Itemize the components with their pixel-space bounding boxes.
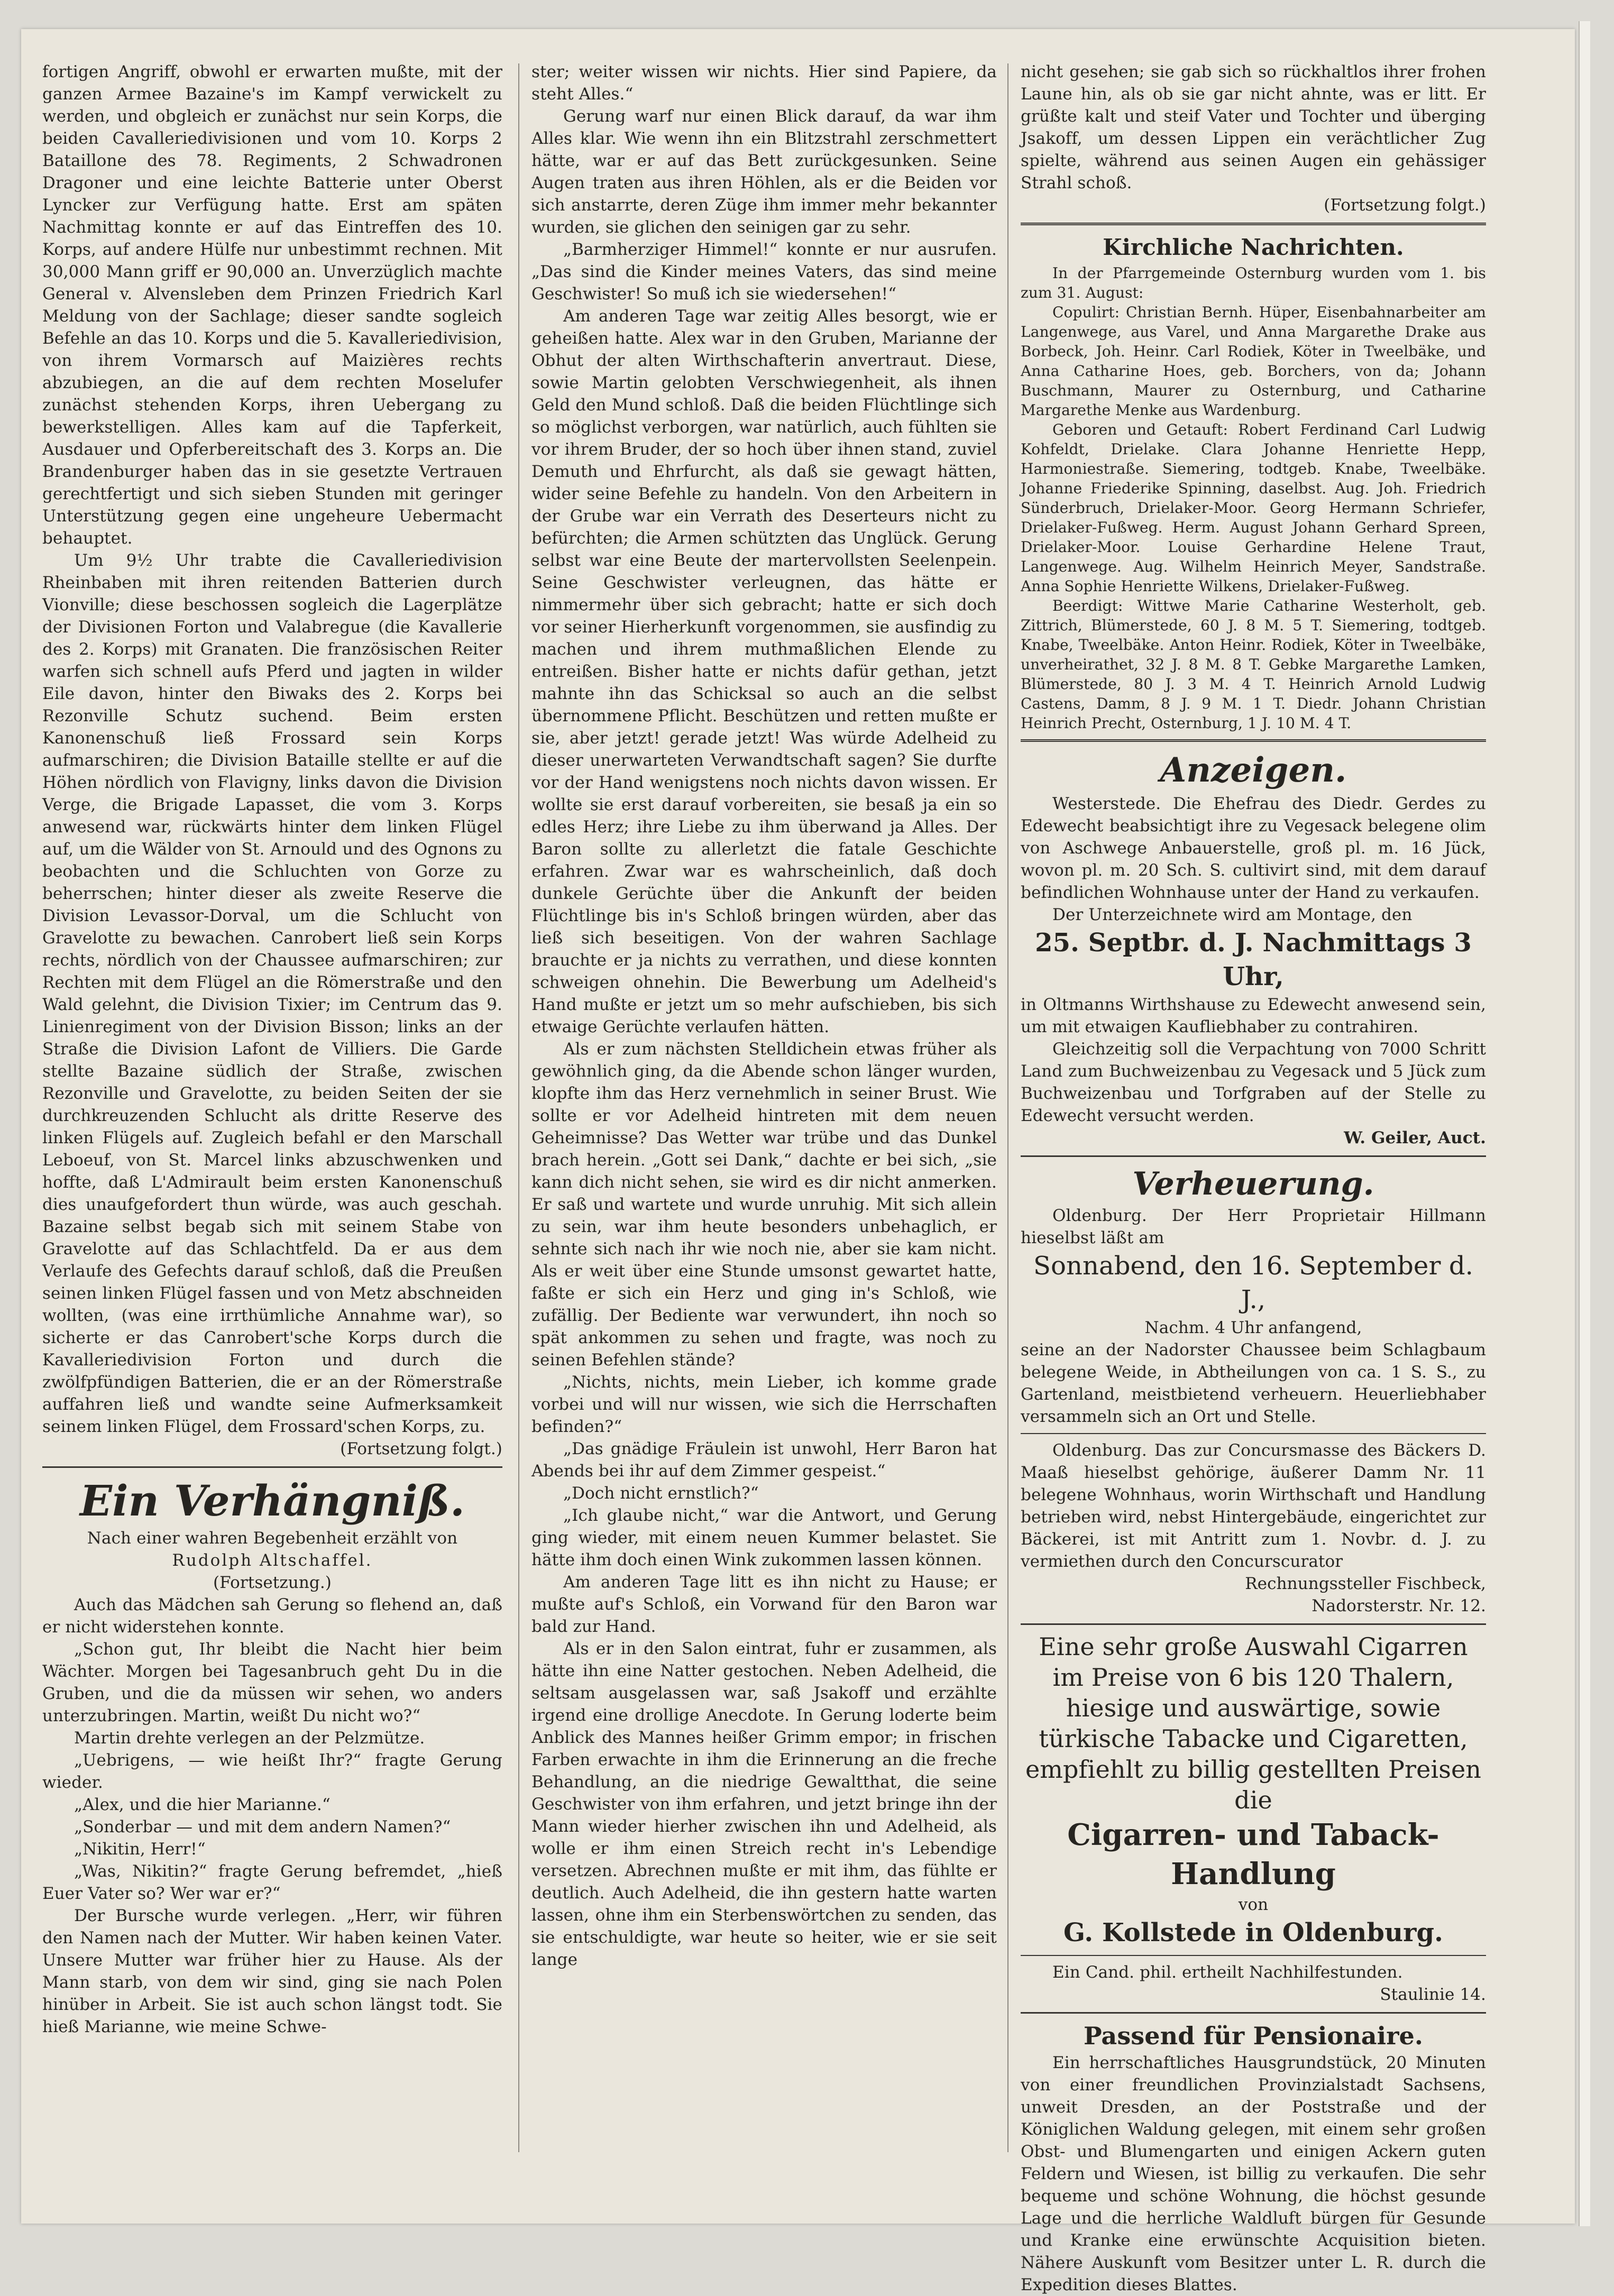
divider — [1021, 223, 1486, 225]
ad-time: Nachm. 4 Uhr anfangend, — [1144, 1318, 1362, 1337]
story-paragraph: Als er zum nächsten Stelldichein etwas früher als gewöhnlich ging, da die Abende schon länger wurden, klopfte ihm das Herz vernehmlich in seiner Brust. Wie sollte er vor Adelheid hintreten mit dem neuen Geheimnisse? Das Wetter war trübe und das Dunkel brach herein. „Gott sei Dank,“ dachte er bei sich, „sie kann dich nicht sehen, sie wird es dir nicht anmerken. Er saß und wartete und wurde unruhig. Mit sich allein zu sein, war ihm heute besonders unbehaglich, er sehnte sich nach ihr wie noch nie, aber sie kam nicht. Als er weit über eine Stunde umsonst gewartet hatte, faßte er sich ein Herz und ging in's Schloß, wie zufällig. Der Bediente war verwundert, ihn noch so spät ankommen zu sehen und fragte, was noch zu seinen Befehlen stände? — [531, 1040, 997, 1370]
story-paragraph: Am anderen Tage litt es ihn nicht zu Hause; er mußte auf's Schloß, ein Vorwand für den Baron war bald zur Hand. — [531, 1573, 997, 1636]
column-3 — [1021, 61, 1486, 2296]
ad-text: Gleichzeitig soll die Verpachtung von 7000 Schritt Land zum Buchweizenbau zu Vegesack und 5 Jück zum Buchweizenbau und Torfgraben auf der Stelle zu Edewecht versucht werden. — [1021, 1040, 1486, 1125]
church-news-intro: In der Pfarrgemeinde Osternburg wurden vom 1. bis zum 31. August: — [1021, 264, 1486, 301]
ads-title: Anzeigen. — [1160, 750, 1347, 790]
ad-text: Ein Cand. phil. ertheilt Nachhilfestunden. — [1052, 1963, 1403, 1982]
ad-text: Der Unterzeichnete wird am Montage, den — [1052, 905, 1413, 924]
story-paragraph: Am anderen Tage war zeitig Alles besorgt, wie er geheißen hatte. Alex war in den Gruben, Marianne der Obhut der alten Wirthschafterin anvertraut. Diese, sowie Martin gelobten Verschwiegenheit, als ihnen Geld den Mund schloß. Daß die beiden Flüchtlinge sich so möglichst verborgen, war natürlich, auch fühlten sie vor ihrem Bruder, der so hoch über ihnen stand, zuviel Demuth und Ehrfurcht, als daß sie gewagt hätten, wider seine Befehle zu handeln. Von den Arbeitern in der Grube war ein Verrath des Deserteurs nicht zu befürchten; die Armen schützten das Unglück. Gerung selbst war eine Beute der martervollsten Seelenpein. Seine Geschwister verleugnen, das hätte er nimmermehr über sich gebracht; hatte er sich doch vor seiner Hierherkunft vorgenommen, sie ausfindig zu machen und ihrem muthmaßlichen Elende zu entreißen. Bisher hatte er nichts dafür gethan, jetzt mahnte ihn das Schicksal so auch an die selbst übernommene Pflicht. Beschützen und retten mußte er sie, aber jetzt! gerade jetzt! Was würde Adelheid zu dieser unerwarteten Verwandtschaft sagen? Sie durfte vor der Hand wenigstens noch nichts davon wissen. Er wollte sie erst darauf vorbereiten, sie besaß ja ein so edles Herz; ihre Liebe zu ihm überwand ja Alles. Der Baron sollte zu allerletzt die fatale Geschichte erfahren. Zwar war es wahrscheinlich, daß doch dunkele Gerüchte über die Ankunft der beiden Flüchtlinge bis in's Schloß bringen würden, aber das ließ sich beseitigen. Von der wahren Sachlage brauchte er ja nichts zu verrathen, und diese konnten schweigen ohnehin. Die Bewerbung um Adelheid's Hand mußte er jetzt um so mehr aufschieben, bis sich etwaige Gerüchte verlaufen hätten. — [531, 307, 997, 1036]
story-paragraph: „Was, Nikitin?“ fragte Gerung befremdet, „hieß Euer Vater so? Wer war er?“ — [42, 1862, 502, 1903]
war-report-text: Um 9½ Uhr trabte die Cavalleriedivision Rheinbaben mit ihren reitenden Batterien durch Vionville; diese beschossen sogleich die Lagerplätze der Divisionen Forton und Valabregue (die Kavallerie des 2. Korps) mit Granaten. Die französischen Reiter warfen sich schnell aufs Pferd und jagten in wilder Eile davon, hinter den Biwaks des 2. Korps bei Rezonville Schutz suchend. Beim ersten Kanonenschuß ließ Frossard sein Korps aufmarschiren; die Division Bataille stellte er auf die Höhen nördlich von Flavigny, links davon die Division Verge, die Brigade Lapasset, die vom 3. Korps anwesend war, rückwärts hinter dem linken Flügel auf, um die Wälder von St. Arnould und des Ognons zu beobachten und die Schluchten von Gorze zu beherrschen; hinter dieser als zweite Reserve die Division Levassor-Dorval, um die Schlucht von Gravelotte zu bewachen. Canrobert ließ sein Korps rechts, nördlich von der Chaussee aufmarschiren; zur Rechten mit dem Flügel an die Römerstraße und den Wald gelehnt, die Division Tixier; im Centrum das 9. Linienregiment von der Division Bisson; links an der Straße die Division Lafont de Villiers. Die Garde stellte Bazaine südlich der Straße, zwischen Rezonville und Gravelotte, zu beiden Seiten der sie durchkreuzenden Schlucht als dritte Reserve des linken Flügels auf. Zugleich befahl er den Marschall Leboeuf, von St. Marcel links abzuschwenken und hoffte, daß L'Admirault beim ersten Kanonenschuß dies unaufgefordert thun würde, was auch geschah. Bazaine selbst begab sich mit seinem Stabe von Gravelotte auf das Schlachtfeld. Da er aus dem Verlaufe des Gefechts darauf schloß, daß die Preußen seinen linken Flügel fassen und von Metz abschneiden wollten, (was eine irrthümliche Annahme war), so sicherte er das Canrobert'sche Korps durch die Kavalleriedivision Forton und durch die zwölfpfündigen Batterien, die er an der Römerstraße auffahren ließ und wandte seine Aufmerksamkeit seinem linken Flügel, dem Frossard'schen Korps, zu. — [42, 551, 502, 1436]
story-paragraph: „Ich glaube nicht,“ war die Antwort, und Gerung ging wieder, mit einem neuen Kummer belastet. Sie hätte ihm doch einen Wink zukommen lassen können. — [531, 1506, 997, 1569]
cigar-shop-name: Cigarren- und Taback-Handlung — [1067, 1817, 1439, 1891]
story-paragraph: „Schon gut, Ihr bleibt die Nacht hier beim Wächter. Morgen bei Tagesanbruch geht Du in die Gruben, und die da müssen wir sehen, wo anders unterzubringen. Martin, weißt Du nicht wo?“ — [42, 1640, 502, 1725]
ad-address: Nadorsterstr. Nr. 12. — [1312, 1596, 1486, 1615]
story-paragraph: ster; weiter wissen wir nichts. Hier sind Papiere, da steht Alles.“ — [531, 62, 997, 104]
war-report-text: fortigen Angriff, obwohl er erwarten mußte, mit der ganzen Armee Bazaine's im Kampf verwickelt zu werden, und obgleich er zunächst nur sein Korps, die beiden Cavalleriedivisionen und vom 10. Korps 2 Bataillone des 78. Regiments, 2 Schwadronen Dragoner und eine leichte Batterie unter Oberst Lyncker zur Verfügung hatte. Erst am späten Nachmittag konnte er auf das Eintreffen des 10. Korps, auf andere Hülfe nur unbestimmt rechnen. Mit 30,000 Mann griff er 90,000 an. Unverzüglich machte General v. Alvensleben dem Prinzen Friedrich Karl Meldung von der Sachlage; dieser sandte sogleich Befehle an das 10. Korps und die 5. Kavalleriedivision, von ihrem Vormarsch auf Maizières rechts abzubiegen, an die auf dem rechten Moselufer zunächst stehenden Korps, ihren Uebergang zu bewerkstelligen. Alles kam auf die Tapferkeit, Ausdauer und Opferbereitschaft des 3. Korps an. Die Brandenburger haben das in sie gesetzte Vertrauen gerechtfertigt und sich sieben Stunden mit geringer Unterstützung gegen eine ungeheure Uebermacht behauptet. — [42, 62, 502, 548]
church-news-marriages: Copulirt: Christian Bernh. Hüper, Eisenbahnarbeiter am Langenwege, aus Varel, und Anna Margarethe Drake aus Borbeck, Joh. Heinr. Carl Rodiek, Köter in Tweelbäke, und Anna Catharine Hoes, geb. Borchers, von da; Johann Buschmann, Maurer zu Osternburg, und Catharine Margarethe Menke aus Wardenburg. — [1021, 304, 1486, 419]
story-paragraph: Gerung warf nur einen Blick darauf, da war ihm Alles klar. Wie wenn ihn ein Blitzstrahl zerschmettert hätte, war er auf das Bett zurückgesunken. Seine Augen traten aus ihren Höhlen, als er die Beiden vor sich anstarrte, deren Züge ihm immer mehr bekannter wurden, sie glichen den seinigen gar zu sehr. — [531, 107, 997, 237]
story-paragraph: Martin drehte verlegen an der Pelzmütze. — [74, 1729, 425, 1748]
story-paragraph: „Alex, und die hier Marianne.“ — [74, 1795, 331, 1814]
story-paragraph: Als er in den Salon eintrat, fuhr er zusammen, als hätte ihn eine Natter gestochen. Neben Adelheid, die seltsam ausgelassen war, saß Jsakoff und erzählte irgend eine drollige Anecdote. In Gerung loderte beim Anblick des Mannes heißer Grimm empor; in frischen Farben erwachte in ihm die Erinnerung an die freche Behandlung, an die niedrige Gewaltthat, die seine Geschwister von ihm erfahren, und jetzt bringe ihn der Mann wieder hierher zwischen ihn und Adelheid, als wolle er ihm einen Streich recht in's Lebendige versetzen. Abrechnen mußte er mit ihm, das fühlte er deutlich. Auch Adelheid, die ihn gestern hatte warten lassen, ohne ihm ein Sterbenswörtchen zu senden, das sie entschuldigte, war heute so heiter, wie er sie seit lange — [531, 1639, 997, 1969]
divider — [1021, 1955, 1486, 1956]
divider — [1021, 739, 1486, 742]
column-divider — [518, 63, 519, 2152]
continuation-note: (Fortsetzung folgt.) — [1324, 196, 1486, 215]
divider — [1021, 1155, 1486, 1157]
column-2 — [531, 61, 997, 1971]
story-paragraph: „Nikitin, Herr!“ — [74, 1840, 206, 1859]
story-paragraph: „Doch nicht ernstlich?“ — [563, 1484, 759, 1503]
continuation-note: (Fortsetzung folgt.) — [340, 1439, 502, 1458]
ad-signature: W. Geiler, Auct. — [1344, 1128, 1486, 1147]
ad-date: Sonnabend, den 16. September d. J., — [1033, 1251, 1474, 1315]
ad-text: Ein herrschaftliches Hausgrundstück, 20 Minuten von einer freundlichen Provinzialstadt Sachsens, unweit Dresden, an der Poststraße und der Königlichen Waldung gelegen, mit einem sehr großen Obst- und Blumengarten und einigen Ackern guten Feldern und Wiesen, ist billig zu verkaufen. Die sehr bequeme und schöne Wohnung, die höchst gesunde Lage und die herrliche Waldluft bürgen für Gesunde und Kranke eine erwünschte Acquisition bieten. Nähere Auskunft vom Besitzer unter L. R. durch die Expedition dieses Blattes. — [1021, 2053, 1486, 2294]
divider — [1021, 2012, 1486, 2014]
story-subtitle: Nach einer wahren Begebenheit erzählt von — [87, 1529, 458, 1548]
cigar-ad-text: Eine sehr große Auswahl Cigarren im Preise von 6 bis 120 Thalern, hiesige und auswärtige, sowie türkische Tabacke und Cigaretten, empfiehlt zu billig gestellten Preisen die — [1025, 1632, 1482, 1814]
divider — [1021, 1623, 1486, 1625]
ad-text: seine an der Nadorster Chaussee beim Schlagbaum belegene Weide, in Abtheilungen von ca. 1 S. S., zu Gartenland, meistbietend verheuern. Heuerliebhaber versammeln sich an Ort und Stelle. — [1021, 1340, 1486, 1426]
story-paragraph: nicht gesehen; sie gab sich so rückhaltlos ihrer frohen Laune hin, als ob sie gar nicht ahnte, was er litt. Er grüßte kalt und steif Vater und Tochter und überging Jsakoff, um dessen Lippen ein verächtlicher Zug spielte, während aus seinen Augen ein gehässiger Strahl schoß. — [1021, 62, 1486, 192]
pensioner-ad-title: Passend für Pensionaire. — [1083, 2022, 1424, 2050]
church-news-births: Geboren und Getauft: Robert Ferdinand Carl Ludwig Kohfeldt, Drielake. Clara Johanne Henriette Hepp, Harmoniestraße. Siemering, todtgeb. Knabe, Tweelbäke. Johanne Friederike Spinning, daselbst. Aug. Joh. Friedrich Sünderbruch, Drielaker-Moor. Georg Hermann Schriefer, Drielaker-Fußweg. Herm. August Johann Gerhard Spreen, Drielaker-Moor. Louise Gerhardine Helene Traut, Langenwege. Aug. Wilhelm Heinrich Meyer, Sandstraße. Anna Sophie Henriette Wilkens, Drielaker-Fußweg. — [1021, 421, 1486, 595]
rental-title: Verheuerung. — [1132, 1165, 1374, 1202]
page-edge — [1579, 21, 1590, 2226]
divider — [42, 1466, 502, 1468]
ad-text: in Oltmanns Wirthshause zu Edewecht anwesend sein, um mit etwaigen Kaufliebhaber zu contrahiren. — [1021, 995, 1486, 1036]
ad-text: Oldenburg. Das zur Concursmasse des Bäckers D. Maaß hieselbst gehörige, äußerer Damm Nr. 11 belegene Wohnhaus, worin Wirthschaft und Handlung betrieben wird, nebst Hintergebäude, eingerichtet zur Bäckerei, ist mit Antritt zum 1. Novbr. d. J. zu vermiethen durch den Concurscurator — [1021, 1441, 1486, 1571]
divider — [1021, 1433, 1486, 1434]
ad-address: Staulinie 14. — [1380, 1985, 1486, 2004]
column-1 — [42, 61, 502, 2038]
ad-text: Oldenburg. Der Herr Proprietair Hillmann hieselbst läßt am — [1021, 1206, 1486, 1247]
ad-date: 25. Septbr. d. J. Nachmittags 3 Uhr, — [1035, 928, 1472, 991]
cigar-firm: G. Kollstede in Oldenburg. — [1063, 1918, 1443, 1948]
ad-signature: Rechnungssteller Fischbeck, — [1245, 1574, 1486, 1593]
story-paragraph: „Sonderbar — und mit dem andern Namen?“ — [74, 1817, 451, 1836]
story-author: Rudolph Altschaffel. — [172, 1551, 373, 1570]
story-paragraph: Der Bursche wurde verlegen. „Herr, wir führen den Namen nach der Mutter. Wir haben keinen Vater. Unsere Mutter war früher hier zu Hause. Als der Mann starb, von dem wir sind, ging sie nach Polen hinüber in Arbeit. Sie ist auch schon längst todt. Sie hieß Marianne, wie meine Schwe- — [42, 1906, 502, 2036]
church-news-title: Kirchliche Nachrichten. — [1103, 234, 1404, 260]
column-divider — [1007, 63, 1008, 2152]
story-paragraph: „Barmherziger Himmel!“ konnte er nur ausrufen. „Das sind die Kinder meines Vaters, das sind meine Geschwister! So muß ich sie wiedersehen!“ — [531, 240, 997, 304]
church-news-burials: Beerdigt: Wittwe Marie Catharine Westerholt, geb. Zittrich, Blümerstede, 60 J. 8 M. 5 T. Siemering, todtgeb. Knabe, Tweelbäke. Anton Heinr. Rodiek, Köter in Tweelbäke, unverheirathet, 32 J. 8 M. 8 T. Gebke Margarethe Lamken, Blümerstede, 80 J. 3 M. 4 T. Heinrich Arnold Ludwig Castens, Damm, 8 J. 9 M. 1 T. Diedr. Johann Christian Heinrich Precht, Osternburg, 1 J. 10 M. 4 T. — [1021, 597, 1486, 732]
story-paragraph: „Nichts, nichts, mein Lieber, ich komme grade vorbei und will nur wissen, wie sich die Herrschaften befinden?“ — [531, 1373, 997, 1436]
story-paragraph: „Das gnädige Fräulein ist unwohl, Herr Baron hat Abends bei ihr auf dem Zimmer gespeist.“ — [531, 1439, 997, 1481]
continuation-note: (Fortsetzung.) — [213, 1573, 332, 1592]
ad-text: Westerstede. Die Ehefrau des Diedr. Gerdes zu Edewecht beabsichtigt ihre zu Vegesack belegene olim von Aschwege Anbauerstelle, groß pl. m. 16 Jück, wovon pl. m. 20 Sch. S. cultivirt sind, mit dem darauf befindlichen Wohnhause unter der Hand zu verkaufen. — [1021, 794, 1486, 902]
ad-text: von — [1238, 1895, 1269, 1914]
story-title: Ein Verhängniß. — [80, 1476, 465, 1526]
story-paragraph: Auch das Mädchen sah Gerung so flehend an, daß er nicht widerstehen konnte. — [42, 1595, 502, 1637]
story-paragraph: „Uebrigens, — wie heißt Ihr?“ fragte Gerung wieder. — [42, 1751, 502, 1792]
